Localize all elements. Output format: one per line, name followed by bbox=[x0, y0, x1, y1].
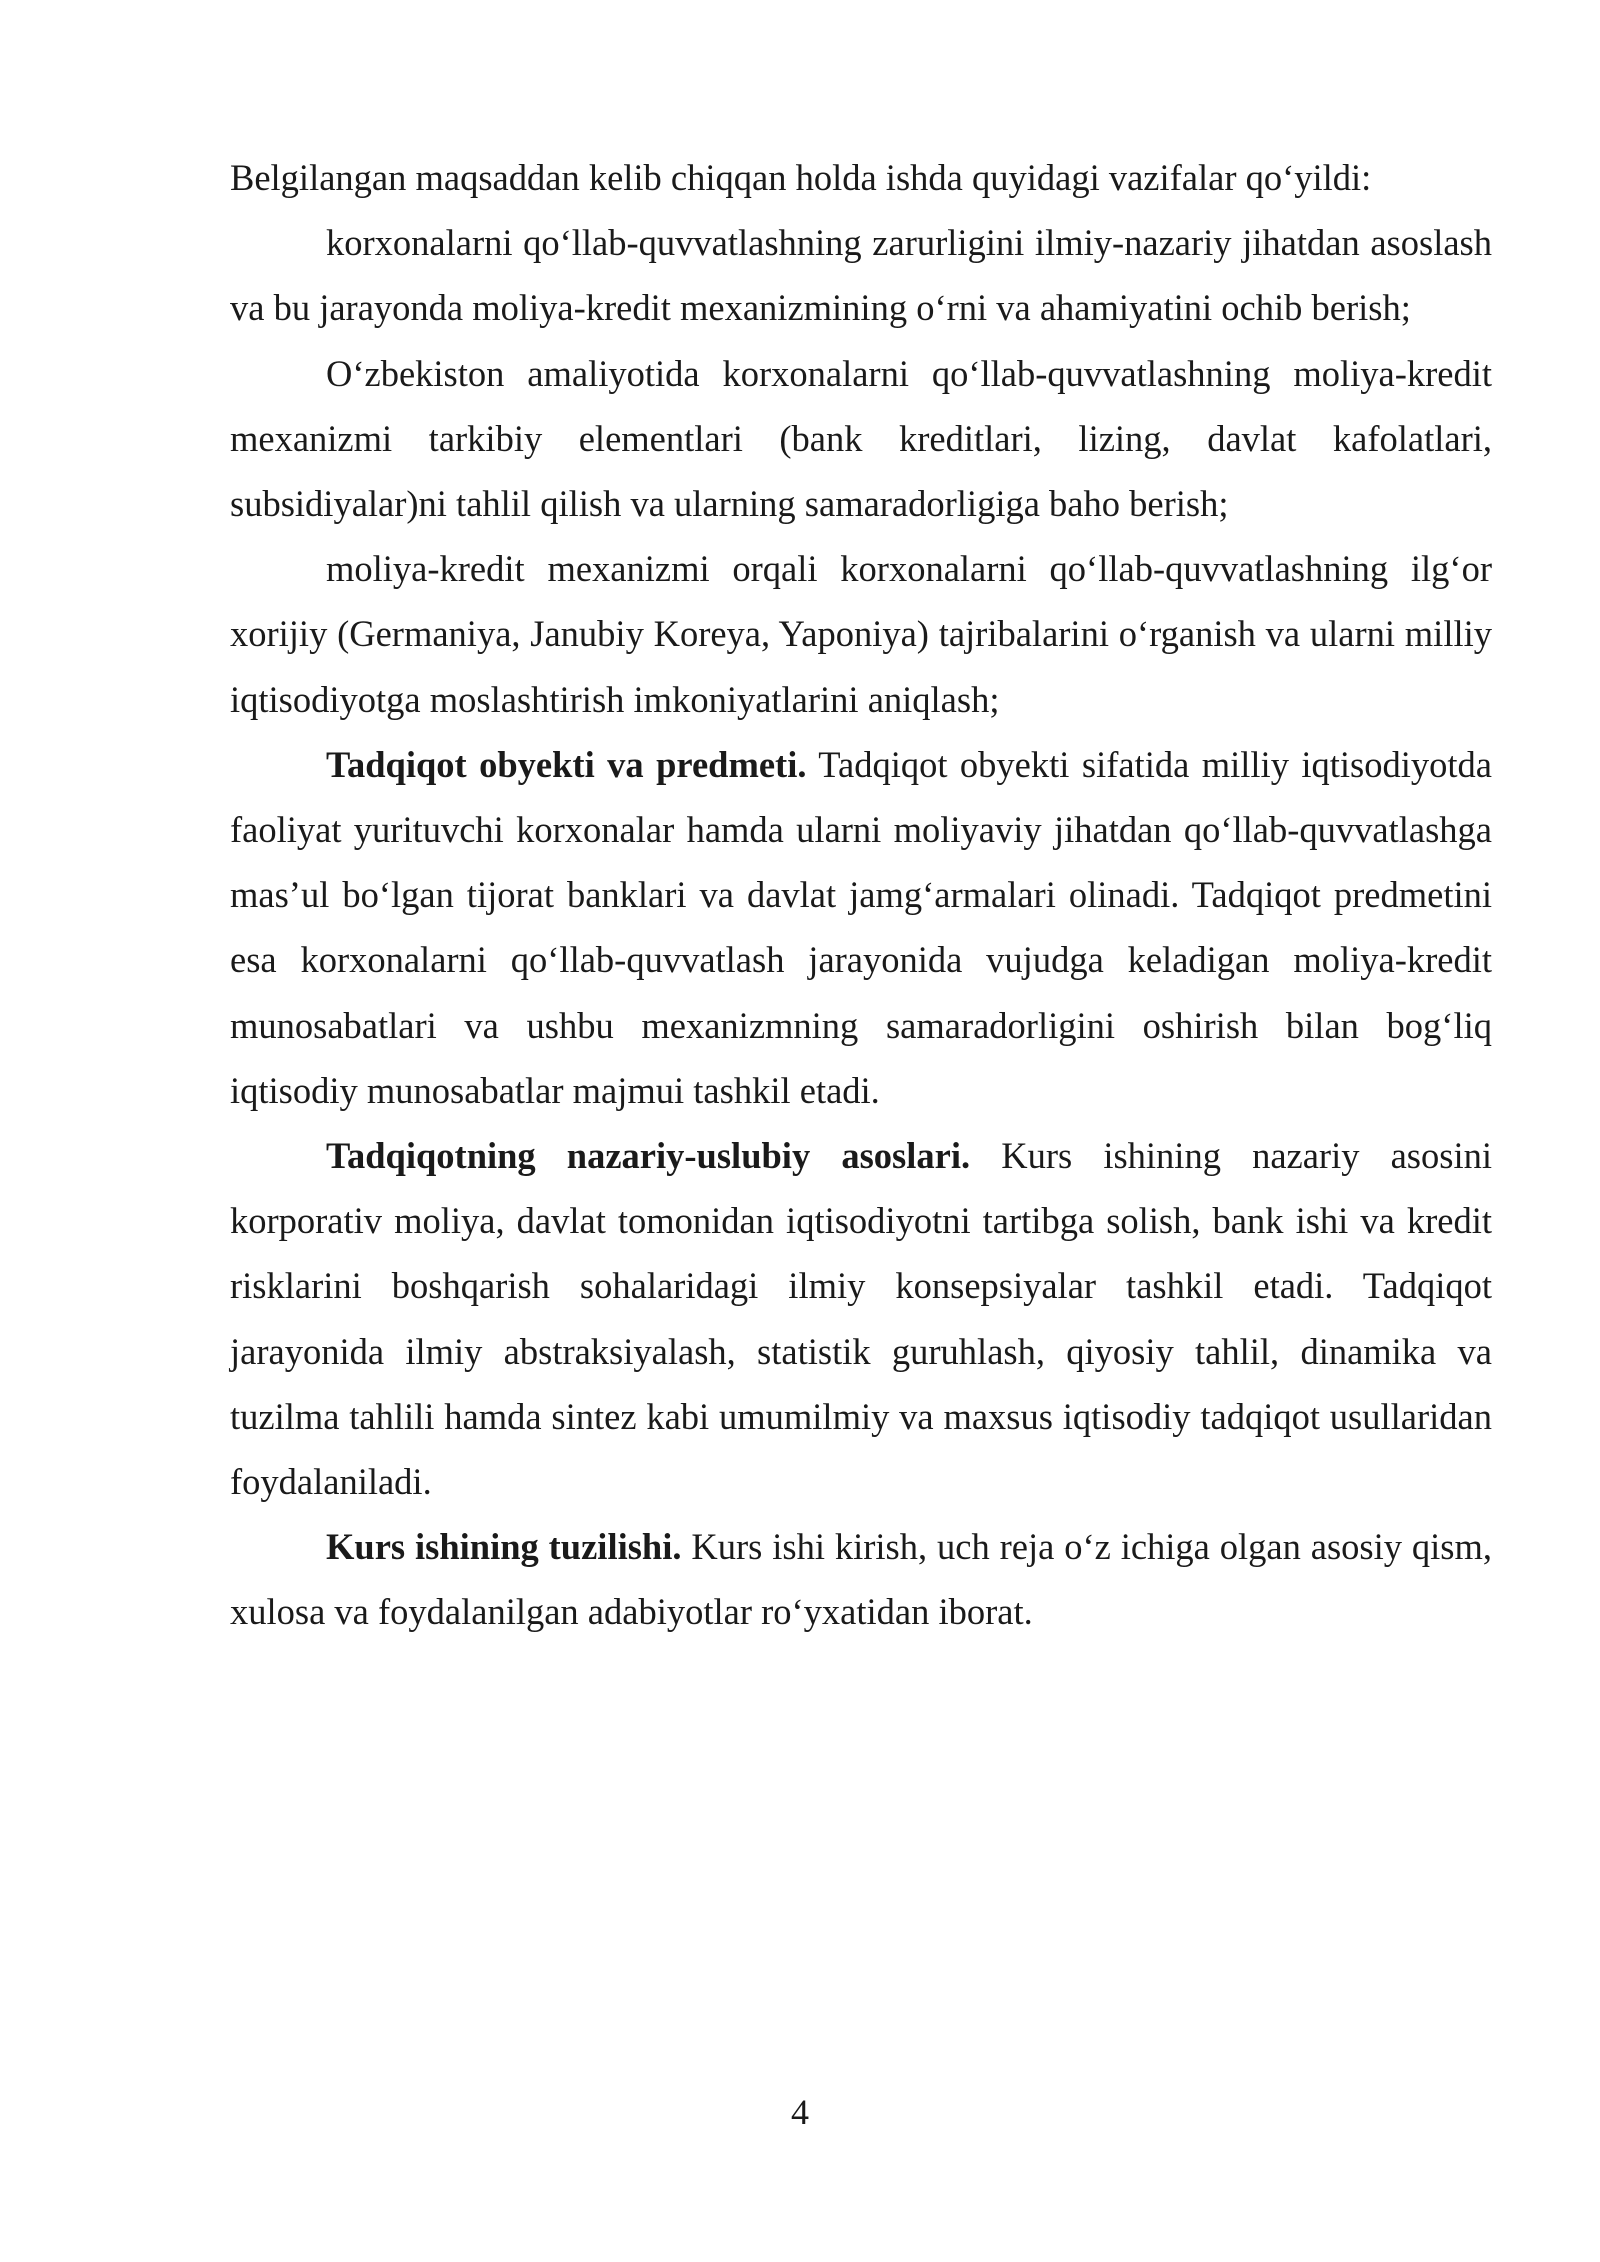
object-subject-paragraph bbox=[230, 732, 1492, 1123]
object-subject-heading: Tadqiqot obyekti va predmeti. bbox=[326, 743, 807, 785]
methodology-heading: Tadqiqotning nazariy-uslubiy asoslari. bbox=[326, 1135, 971, 1177]
structure-text: Kurs ishi kirish, uch reja o‘z ichiga olgan asosiy qism, xulosa va foydalanilgan adabiyotlar ro‘yxatidan iborat. bbox=[230, 1526, 1493, 1633]
task-paragraph-3: moliya-kredit mexanizmi orqali korxonalarni qo‘llab-quvvatlashning ilg‘or xorijiy (Germaniya, Janubiy Koreya, Yaponiya) tajribalarini o‘rganish va ularni milliy iqtisodiyotga moslashtirish imkoniyatlarini aniqlash; bbox=[230, 548, 1492, 720]
structure-paragraph bbox=[230, 1514, 1492, 1644]
intro-paragraph: Belgilangan maqsaddan kelib chiqqan holda ishda quyidagi vazifalar qo‘yildi: bbox=[230, 157, 1372, 198]
object-subject-text: Tadqiqot obyekti sifatida milliy iqtisodiyotda faoliyat yurituvchi korxonalar hamda ularni moliyaviy jihatdan qo‘llab-quvvatlashga mas’ul bo‘lgan tijorat banklari va davlat jamg‘armalari olinadi. Tadqiqot predmetini esa korxonalarni qo‘llab-quvvatlash jarayonida vujudga keladigan moliya-kredit munosabatlari va ushbu mexanizmning samaradorligini oshirish bilan bog‘liq iqtisodiy munosabatlar majmui tashkil etadi. bbox=[230, 743, 1492, 1111]
structure-heading: Kurs ishining tuzilishi. bbox=[326, 1526, 682, 1568]
methodology-text: Kurs ishining nazariy asosini korporativ moliya, davlat tomonidan iqtisodiyotni tartibga solish, bank ishi va kredit risklarini boshqarish sohalaridagi ilmiy konsepsiyalar tashkil etadi. Tadqiqot jarayonida ilmiy abstraksiyalash, statistik guruhlash, qiyosiy tahlil, dinamika va tuzilma tahlili hamda sintez kabi umumilmiy va maxsus iqtisodiy tadqiqot usullaridan foydalaniladi. bbox=[230, 1135, 1492, 1503]
task-paragraph-2: O‘zbekiston amaliyotida korxonalarni qo‘llab-quvvatlashning moliya-kredit mexanizmi tarkibiy elementlari (bank kreditlari, lizing, davlat kafolatlari, subsidiyalar)ni tahlil qilish va ularning samaradorligiga baho berish; bbox=[230, 352, 1492, 525]
page-number: 4 bbox=[791, 2092, 809, 2132]
body-text bbox=[230, 145, 1492, 1645]
task-paragraph-1: korxonalarni qo‘llab-quvvatlashning zarurligini ilmiy-nazariy jihatdan asoslash va bu jarayonda moliya-kredit mexanizmining o‘rni va ahamiyatini ochib berish; bbox=[230, 222, 1492, 329]
methodology-paragraph bbox=[230, 1123, 1492, 1514]
